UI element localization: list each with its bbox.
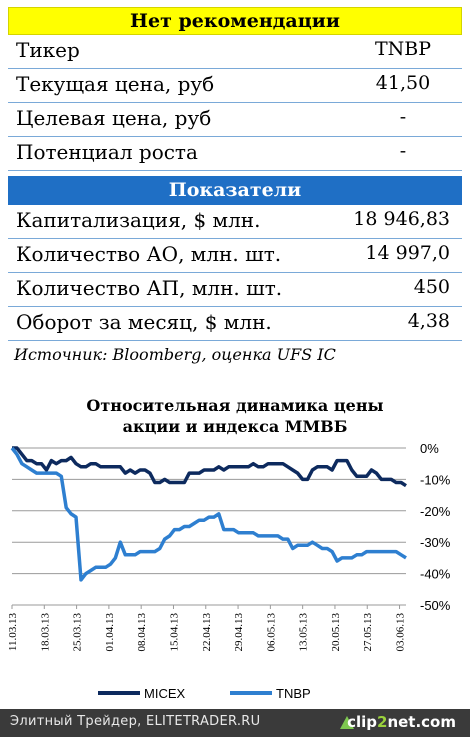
- clip2net-logo[interactable]: [347, 713, 456, 731]
- stock-row: [8, 137, 462, 171]
- row-label: Целевая цена, руб: [16, 106, 212, 130]
- source-note: Источник: Bloomberg, оценка UFS IC: [14, 345, 336, 364]
- row-value: -: [399, 106, 407, 128]
- row-value: 41,50: [375, 72, 431, 94]
- logo-part-b: 2: [377, 713, 388, 731]
- stock-row: [8, 35, 462, 69]
- y-tick-label: -20%: [420, 503, 451, 519]
- row-label: Оборот за месяц, $ млн.: [16, 310, 272, 334]
- x-tick-label: 03.06.13: [394, 613, 407, 652]
- chart-title: [0, 395, 470, 437]
- row-value: 14 997,0: [365, 242, 450, 264]
- y-tick-label: -30%: [420, 535, 451, 551]
- row-value: TNBP: [374, 38, 432, 60]
- x-tick-label: 25.03.13: [71, 613, 84, 652]
- row-value: 450: [413, 276, 450, 298]
- indicator-row: [8, 273, 462, 307]
- footer-bar: [0, 709, 470, 737]
- logo-part-a: clip: [347, 713, 377, 731]
- x-tick-label: 11.03.13: [7, 613, 19, 652]
- legend-label: MICEX: [144, 686, 186, 701]
- x-tick-label: 27.05.13: [362, 613, 375, 652]
- row-label: Количество АО, млн. шт.: [16, 242, 282, 266]
- legend-label: TNBP: [276, 686, 311, 701]
- indicator-row: [8, 307, 462, 341]
- y-tick-label: 0%: [420, 441, 439, 456]
- x-tick-label: 18.03.13: [39, 613, 52, 652]
- row-value: 4,38: [407, 310, 450, 332]
- x-tick-label: 13.05.13: [297, 613, 310, 652]
- row-label: Капитализация, $ млн.: [16, 208, 261, 232]
- row-value: -: [399, 140, 407, 162]
- indicator-row: [8, 205, 462, 239]
- chart: [0, 440, 470, 705]
- footer-text: Элитный Трейдер, ELITETRADER.RU: [10, 714, 261, 729]
- x-tick-label: 29.04.13: [233, 613, 246, 652]
- row-value: 18 946,83: [353, 208, 450, 230]
- y-tick-label: -50%: [420, 598, 451, 613]
- x-tick-label: 15.04.13: [168, 613, 181, 652]
- stock-row: [8, 103, 462, 137]
- row-label: Тикер: [16, 38, 80, 62]
- x-tick-label: 20.05.13: [329, 613, 342, 652]
- row-label: Текущая цена, руб: [16, 72, 215, 96]
- x-tick-label: 01.04.13: [103, 613, 116, 652]
- indicator-row: [8, 239, 462, 273]
- row-label: Потенциал роста: [16, 140, 198, 164]
- series-line-micex: [12, 448, 406, 486]
- y-tick-label: -10%: [420, 472, 451, 488]
- chart-title-text: Относительная динамика цены акции и индекса ММВБ: [86, 396, 384, 436]
- series-line-tnbp: [12, 448, 406, 580]
- stock-row: [8, 69, 462, 103]
- logo-part-c: net.com: [387, 713, 456, 731]
- recommendation-header: Нет рекомендации: [8, 7, 462, 35]
- indicators-header: Показатели: [8, 176, 462, 205]
- row-label: Количество АП, млн. шт.: [16, 276, 283, 300]
- x-tick-label: 06.05.13: [265, 613, 278, 652]
- x-tick-label: 22.04.13: [200, 613, 213, 652]
- y-tick-label: -40%: [420, 566, 451, 582]
- x-tick-label: 08.04.13: [136, 613, 149, 652]
